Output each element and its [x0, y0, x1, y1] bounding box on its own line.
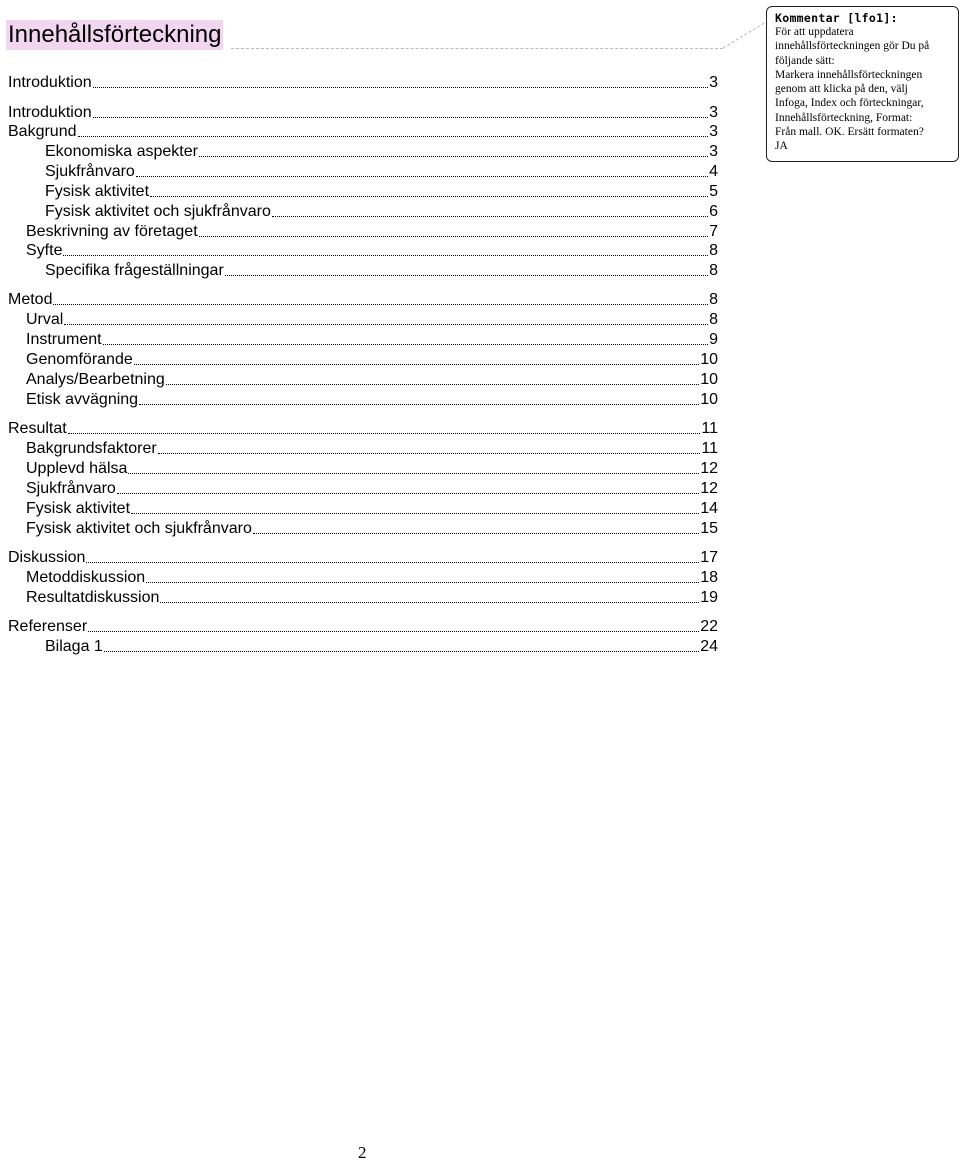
- toc-entry-label: Metod: [8, 291, 53, 308]
- toc-entry[interactable]: [26, 330, 718, 350]
- toc-entry-page: 18: [700, 569, 718, 586]
- toc-entry[interactable]: [45, 182, 718, 202]
- toc-dot-leader: [131, 513, 699, 514]
- toc-entry-label: Resultat: [8, 420, 67, 437]
- toc-entry-page: 11: [701, 440, 718, 457]
- toc-entry-page: 9: [709, 331, 718, 348]
- comment-text-line: genom att klicka på den, välj: [775, 83, 908, 96]
- comment-label: Kommentar [lfo1]:: [775, 11, 898, 25]
- toc-dot-leader: [93, 87, 708, 88]
- review-comment[interactable]: [766, 6, 959, 162]
- toc-entry[interactable]: [26, 588, 718, 608]
- comment-text: [775, 25, 951, 154]
- toc-entry-label: Sjukfrånvaro: [45, 163, 135, 180]
- toc-entry-label: Syfte: [26, 242, 63, 259]
- toc-entry-page: 8: [709, 291, 718, 308]
- comment-text-line: följande sätt:: [775, 54, 835, 67]
- toc-entry-page: 24: [700, 638, 718, 655]
- comment-text-line: JA: [775, 140, 788, 153]
- comment-text-line: Infoga, Index och förteckningar,: [775, 97, 924, 110]
- toc-entry-page: 12: [700, 480, 718, 497]
- toc-entry-label: Bakgrundsfaktorer: [26, 440, 157, 457]
- toc-entry-page: 3: [709, 123, 718, 140]
- toc-entry-label: Metoddiskussion: [26, 569, 146, 586]
- toc-entry-page: 3: [709, 104, 718, 121]
- toc-entry[interactable]: [8, 419, 718, 439]
- comment-text-line: Från mall. OK. Ersätt formaten?: [775, 126, 924, 139]
- toc-entry-label: Urval: [26, 311, 64, 328]
- toc-entry-label: Referenser: [8, 618, 88, 635]
- toc-entry-label: Fysisk aktivitet och sjukfrånvaro: [26, 520, 252, 537]
- toc-entry[interactable]: [8, 617, 718, 637]
- toc-entry[interactable]: [26, 310, 718, 330]
- toc-entry-page: 3: [709, 143, 718, 160]
- toc-entry-page: 19: [700, 589, 718, 606]
- toc-entry-page: 8: [709, 242, 718, 259]
- toc-entry[interactable]: [8, 122, 718, 142]
- toc-dot-leader: [199, 156, 708, 157]
- toc-dot-leader: [63, 255, 708, 256]
- toc-entry-page: 3: [709, 74, 718, 91]
- toc-dot-leader: [128, 473, 699, 474]
- toc-entry[interactable]: [26, 390, 718, 410]
- toc-entry[interactable]: [8, 73, 718, 93]
- toc-entry-label: Specifika frågeställningar: [45, 262, 224, 279]
- toc-entry-page: 22: [700, 618, 718, 635]
- toc-entry[interactable]: [26, 568, 718, 588]
- toc-entry[interactable]: [45, 202, 718, 222]
- toc-dot-leader: [136, 176, 708, 177]
- toc-entry-label: Bilaga 1: [45, 638, 103, 655]
- toc-entry-page: 10: [700, 371, 718, 388]
- toc-entry[interactable]: [26, 350, 718, 370]
- toc-entry-label: Analys/Bearbetning: [26, 371, 165, 388]
- toc-dot-leader: [199, 236, 708, 237]
- comment-connector-line: [722, 0, 768, 50]
- toc-entry[interactable]: [8, 103, 718, 123]
- toc-entry-label: Etisk avvägning: [26, 391, 139, 408]
- comment-text-line: För att uppdatera: [775, 26, 854, 38]
- toc-entry-label: Fysisk aktivitet: [45, 183, 150, 200]
- toc-entry[interactable]: [26, 479, 718, 499]
- toc-entry-page: 15: [700, 520, 718, 537]
- toc-entry[interactable]: [26, 370, 718, 390]
- toc-entry[interactable]: [26, 439, 718, 459]
- toc-entry-label: Bakgrund: [8, 123, 77, 140]
- toc-entry[interactable]: [26, 222, 718, 242]
- toc-entry-label: Ekonomiska aspekter: [45, 143, 198, 160]
- page-number: 2: [358, 1143, 367, 1162]
- comment-text-line: innehållsförteckningen gör Du på: [775, 40, 930, 53]
- comment-anchor-line: [231, 48, 723, 49]
- toc-entry[interactable]: [45, 637, 718, 657]
- toc-dot-leader: [93, 117, 708, 118]
- toc-entry-label: Beskrivning av företaget: [26, 223, 198, 240]
- toc-dot-leader: [64, 324, 708, 325]
- toc-entry[interactable]: [45, 142, 718, 162]
- toc-entry-page: 10: [700, 391, 718, 408]
- toc-dot-leader: [53, 304, 708, 305]
- comment-text-line: Innehållsförteckning, Format:: [775, 111, 913, 124]
- toc-entry-page: 10: [700, 351, 718, 368]
- toc-dot-leader: [117, 493, 699, 494]
- toc-entry[interactable]: [26, 519, 718, 539]
- toc-entry-label: Fysisk aktivitet och sjukfrånvaro: [45, 203, 271, 220]
- toc-entry-page: 5: [709, 183, 718, 200]
- toc-dot-leader: [272, 216, 708, 217]
- toc-dot-leader: [166, 384, 699, 385]
- toc-entry-page: 4: [709, 163, 718, 180]
- comment-text-line: Markera innehållsförteckningen: [775, 68, 923, 81]
- toc-entry-page: 17: [700, 549, 718, 566]
- toc-entry[interactable]: [26, 459, 718, 479]
- toc-dot-leader: [150, 196, 708, 197]
- toc-entry-label: Upplevd hälsa: [26, 460, 128, 477]
- toc-dot-leader: [86, 562, 699, 563]
- toc-entry[interactable]: [8, 290, 718, 310]
- toc-dot-leader: [68, 433, 701, 434]
- toc-entry-page: 7: [709, 223, 718, 240]
- toc-dot-leader: [104, 651, 699, 652]
- toc-entry-page: 6: [709, 203, 718, 220]
- toc-entry-page: 14: [700, 500, 718, 517]
- toc-heading: Innehållsförteckning: [8, 21, 222, 48]
- toc-entry[interactable]: [8, 548, 718, 568]
- toc-entry-label: Fysisk aktivitet: [26, 500, 131, 517]
- toc-entry-page: 12: [700, 460, 718, 477]
- toc-entry[interactable]: [45, 261, 718, 281]
- toc-dot-leader: [160, 602, 699, 603]
- toc-entry-page: 8: [709, 262, 718, 279]
- toc-entry[interactable]: [26, 241, 718, 261]
- toc-entry-label: Introduktion: [8, 74, 92, 91]
- toc-entry-label: Diskussion: [8, 549, 86, 566]
- toc-dot-leader: [88, 631, 699, 632]
- toc-entry-page: 8: [709, 311, 718, 328]
- toc-dot-leader: [158, 453, 701, 454]
- toc-entry-label: Sjukfrånvaro: [26, 480, 116, 497]
- toc-entry[interactable]: [45, 162, 718, 182]
- toc-entry-label: Introduktion: [8, 104, 92, 121]
- toc-dot-leader: [78, 136, 709, 137]
- toc-dot-leader: [139, 404, 699, 405]
- toc-entry-label: Instrument: [26, 331, 102, 348]
- toc-entry-label: Genomförande: [26, 351, 133, 368]
- toc-entry[interactable]: [26, 499, 718, 519]
- toc-dot-leader: [103, 344, 709, 345]
- toc-dot-leader: [146, 582, 699, 583]
- toc-entry-label: Resultatdiskussion: [26, 589, 160, 606]
- toc-dot-leader: [225, 275, 708, 276]
- toc-dot-leader: [253, 533, 699, 534]
- toc-entry-page: 11: [701, 420, 718, 437]
- toc-dot-leader: [134, 364, 699, 365]
